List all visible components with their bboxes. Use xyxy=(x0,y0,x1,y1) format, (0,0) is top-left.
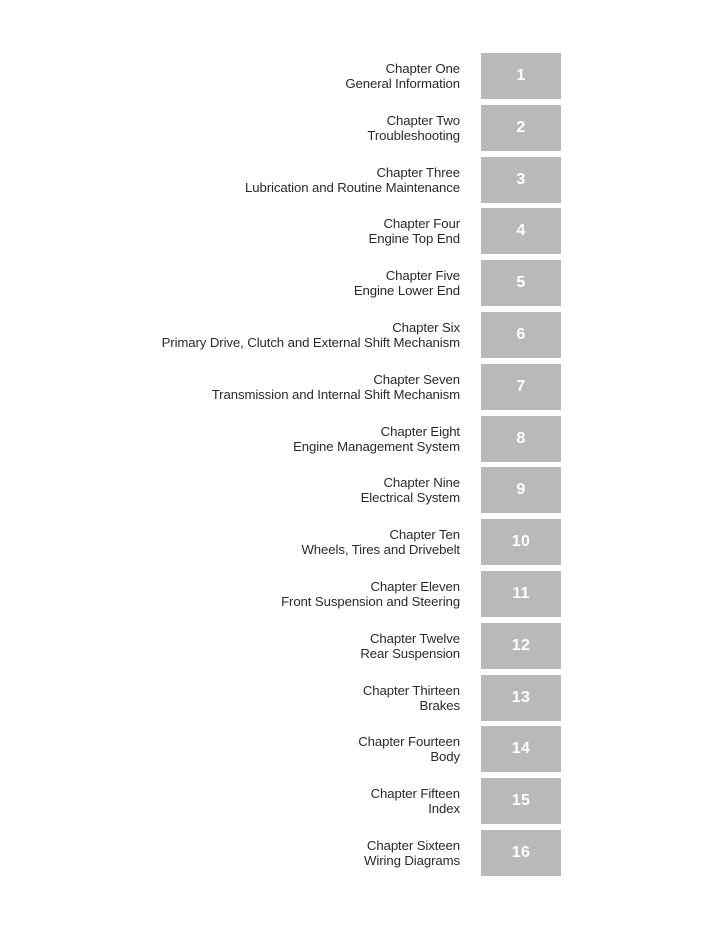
chapter-title: General Information xyxy=(345,76,460,91)
chapter-name: Chapter Eleven xyxy=(370,578,460,594)
chapter-title: Engine Management System xyxy=(293,438,460,454)
chapter-index xyxy=(0,53,720,882)
chapter-labels xyxy=(345,61,481,91)
chapter-tab-15[interactable]: 15 xyxy=(481,778,561,824)
chapter-name: Chapter Fifteen xyxy=(370,786,460,802)
chapter-labels xyxy=(369,216,481,246)
chapter-title: Rear Suspension xyxy=(360,645,460,661)
chapter-tab-11[interactable]: 11 xyxy=(481,571,561,617)
chapter-title: Primary Drive, Clutch and External Shift Mechanism xyxy=(161,334,460,350)
chapter-tab-14[interactable]: 14 xyxy=(481,726,561,772)
chapter-labels xyxy=(363,683,481,713)
chapter-row xyxy=(0,726,561,772)
chapter-name: Chapter Seven xyxy=(373,371,460,387)
chapter-row xyxy=(0,208,561,254)
chapter-labels xyxy=(367,113,481,143)
chapter-tab-13[interactable]: 13 xyxy=(481,675,561,721)
chapter-labels xyxy=(293,424,481,454)
chapter-tab-9[interactable]: 9 xyxy=(481,467,561,513)
chapter-tab-2[interactable]: 2 xyxy=(481,105,561,151)
chapter-labels xyxy=(360,631,481,661)
chapter-title: Engine Top End xyxy=(368,231,460,247)
chapter-name: Chapter Fourteen xyxy=(358,734,460,750)
chapter-tab-3[interactable]: 3 xyxy=(481,157,561,203)
chapter-title: Index xyxy=(428,801,460,817)
chapter-name: Chapter Sixteen xyxy=(366,837,460,853)
chapter-row xyxy=(0,105,561,151)
chapter-labels xyxy=(361,475,481,505)
chapter-labels xyxy=(358,734,481,764)
chapter-row xyxy=(0,675,561,721)
chapter-tab-7[interactable]: 7 xyxy=(481,364,561,410)
chapter-row xyxy=(0,53,561,99)
chapter-labels xyxy=(162,320,481,350)
chapter-title: Troubleshooting xyxy=(367,127,460,143)
chapter-labels xyxy=(245,165,481,195)
chapter-row xyxy=(0,312,561,358)
chapter-title: Lubrication and Routine Maintenance xyxy=(245,179,460,195)
chapter-tab-12[interactable]: 12 xyxy=(481,623,561,669)
chapter-tab-1[interactable]: 1 xyxy=(481,53,561,99)
chapter-tab-10[interactable]: 10 xyxy=(481,519,561,565)
chapter-title: Engine Lower End xyxy=(353,283,460,299)
chapter-name: Chapter Twelve xyxy=(370,630,460,646)
chapter-labels xyxy=(354,268,481,298)
chapter-row xyxy=(0,778,561,824)
chapter-labels xyxy=(301,527,481,557)
chapter-name: Chapter One xyxy=(385,61,460,76)
chapter-labels xyxy=(281,579,481,609)
chapter-tab-6[interactable]: 6 xyxy=(481,312,561,358)
chapter-name: Chapter Three xyxy=(376,164,460,180)
chapter-row xyxy=(0,519,561,565)
chapter-title: Front Suspension and Steering xyxy=(281,593,460,609)
chapter-row xyxy=(0,416,561,462)
chapter-name: Chapter Eight xyxy=(380,423,460,439)
chapter-title: Body xyxy=(430,749,460,765)
chapter-row xyxy=(0,467,561,513)
chapter-row xyxy=(0,623,561,669)
chapter-row xyxy=(0,157,561,203)
chapter-name: Chapter Six xyxy=(392,319,460,335)
chapter-labels xyxy=(371,786,481,816)
chapter-labels xyxy=(364,838,481,868)
chapter-title: Wheels, Tires and Drivebelt xyxy=(301,542,460,558)
chapter-name: Chapter Thirteen xyxy=(362,682,460,698)
chapter-tab-4[interactable]: 4 xyxy=(481,208,561,254)
chapter-name: Chapter Nine xyxy=(383,475,460,491)
chapter-tab-5[interactable]: 5 xyxy=(481,260,561,306)
chapter-labels xyxy=(212,372,481,402)
chapter-title: Wiring Diagrams xyxy=(364,852,460,868)
chapter-row xyxy=(0,571,561,617)
chapter-name: Chapter Four xyxy=(383,216,460,232)
chapter-name: Chapter Ten xyxy=(389,527,460,543)
chapter-name: Chapter Five xyxy=(385,268,460,284)
chapter-row xyxy=(0,364,561,410)
chapter-tab-8[interactable]: 8 xyxy=(481,416,561,462)
chapter-row xyxy=(0,830,561,876)
chapter-row xyxy=(0,260,561,306)
chapter-tab-16[interactable]: 16 xyxy=(481,830,561,876)
chapter-title: Brakes xyxy=(419,697,460,713)
chapter-name: Chapter Two xyxy=(386,112,460,128)
chapter-title: Electrical System xyxy=(360,490,460,506)
chapter-title: Transmission and Internal Shift Mechanism xyxy=(211,386,460,402)
